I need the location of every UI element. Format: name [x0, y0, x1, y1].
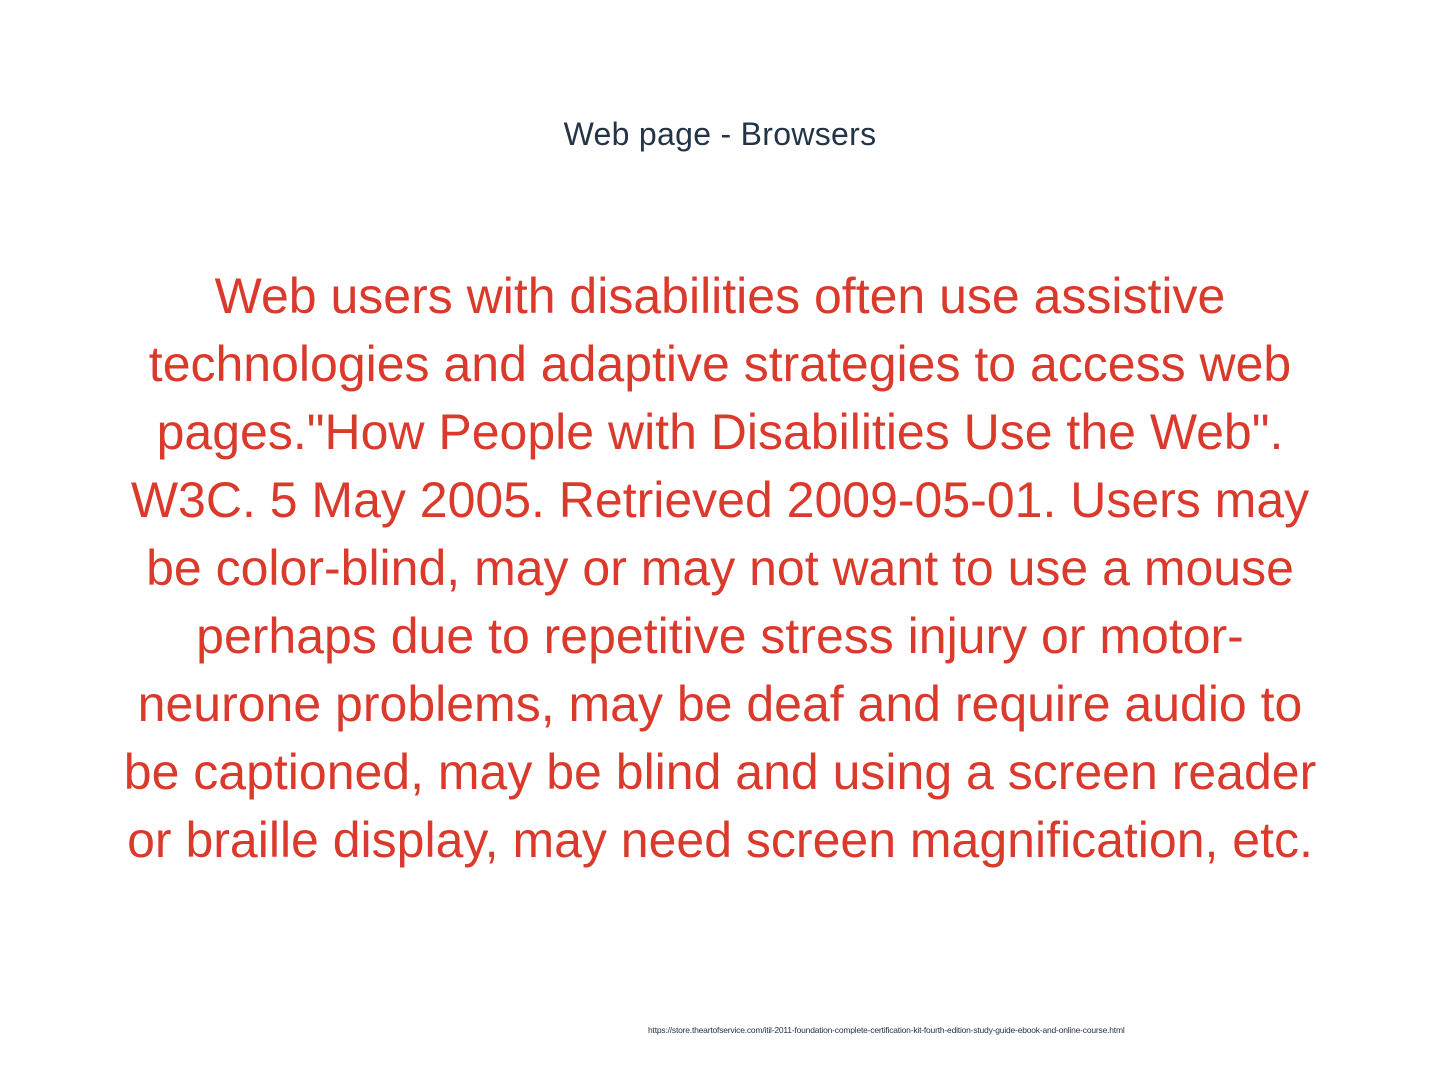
slide-body-text: Web users with disabilities often use assistive technologies and adaptive strategies to access web pages."How People with Disabilities Use the Web". W3C. 5 May 2005. Retrieved 2009-05-01. Users may be color-blind, may or may not want to use a mouse perhaps due to repetitive stress injury or motor-neurone problems, may be deaf and require audio to be captioned, may be blind and using a screen reader or braille display, may need screen magnification, etc. — [123, 268, 1317, 868]
source-url: https://store.theartofservice.com/itil-2011-foundation-complete-certification-kit-fourth-edition-study-guide-ebook-and-online-course.html — [648, 1025, 1125, 1035]
slide-title: Web page - Browsers — [563, 116, 877, 152]
